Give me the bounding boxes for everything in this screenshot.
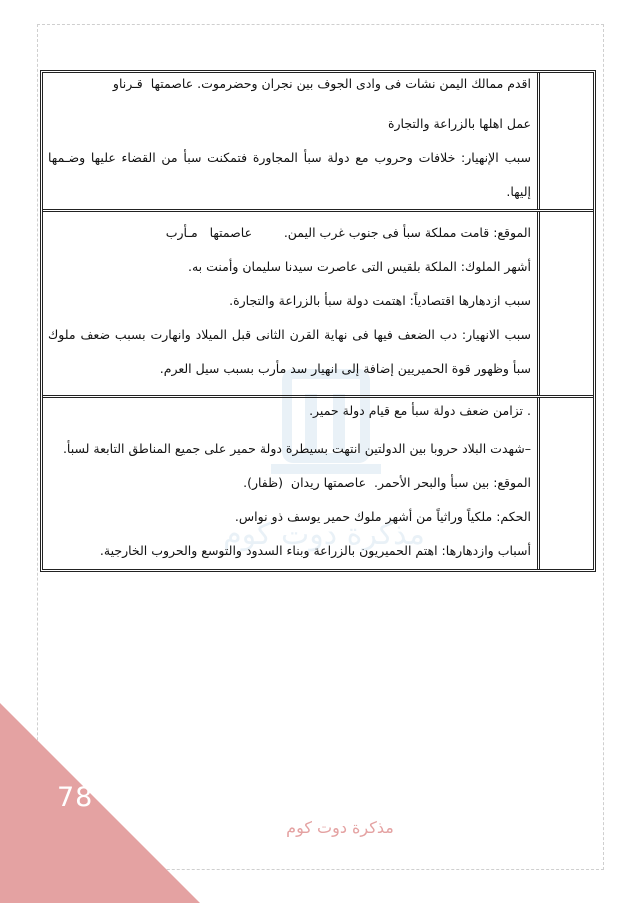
row-1-paragraph-3: سبب الإنهيار: خلافات وحروب مع دولة سبأ المجاورة فتمكنت سبأ من القضاء عليها وضـمها إليها. [44, 150, 531, 199]
row-label-cell [537, 73, 593, 209]
footer-brand: مذكرة دوت كوم [286, 818, 394, 837]
row-2-paragraph-1: الموقع: قامت مملكة سبأ فى جنوب غرب اليمن. عاصمتها مـأرب [165, 225, 531, 240]
row-3-paragraph-4: الحكم: ملكياً وراثياً من أشهر ملوك حمير يوسف ذو نواس. [234, 509, 531, 524]
row-3-paragraph-1: . تزامن ضعف دولة سبأ مع قيام دولة حمير. [309, 403, 531, 418]
table-row [43, 73, 593, 209]
watermark-text: مذكرة دوت كوم [223, 517, 425, 552]
row-label-cell [537, 398, 593, 569]
kingdoms-table [40, 70, 596, 572]
row-3-paragraph-5: أسباب وازدهارها: اهتم الحميريون بالزراعة وبناء السدود والتوسع والحروب الخارجية. [99, 543, 531, 558]
row-content-cell [43, 212, 537, 395]
row-2-paragraph-4: سبب الانهيار: دب الضعف فيها فى نهاية القرن الثانى قبل الميلاد وانهارت بسبب ضعف ملوك سبأ وظهور قوة الحميريين إضافة إلى انهيار سد مأرب بسبب سيل العرم. [44, 327, 531, 376]
table-row [43, 209, 593, 395]
row-2-paragraph-3: سبب ازدهارها اقتصادياً: اهتمت دولة سبأ بالزراعة والتجارة. [229, 293, 531, 308]
table-row [43, 395, 593, 569]
row-3-paragraph-3: الموقع: بين سبأ والبحر الأحمر. عاصمتها ريدان (ظفار). [243, 475, 531, 490]
row-label-cell [537, 212, 593, 395]
row-content-cell [43, 398, 537, 569]
row-content-cell [43, 73, 537, 209]
row-3-paragraph-2: –شهدت البلاد حروبا بين الدولتين انتهت بسيطرة دولة حمير على جميع المناطق التابعة لسبأ. [62, 441, 531, 456]
row-1-paragraph-2: عمل اهلها بالزراعة والتجارة [387, 116, 531, 131]
row-2-paragraph-2: أشهر الملوك: الملكة بلقيس التى عاصرت سيدنا سليمان وأمنت به. [188, 259, 531, 274]
page-number: 78 [57, 782, 94, 813]
row-1-paragraph-1: اقدم ممالك اليمن نشات فى وادى الجوف بين نجران وحضرموت. عاصمتها قـرناو [112, 76, 531, 91]
